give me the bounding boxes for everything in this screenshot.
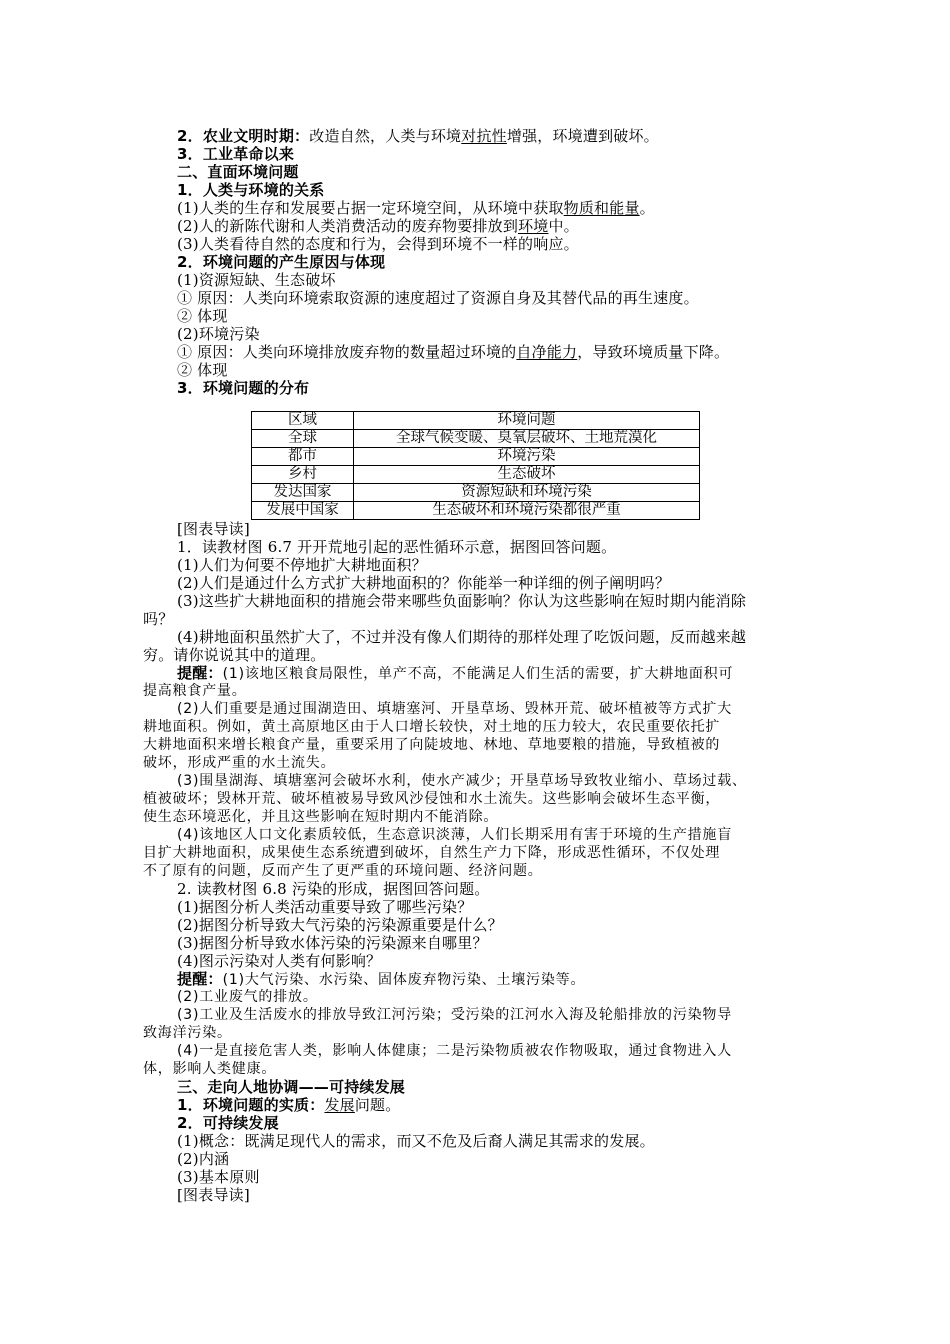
guide-1-answer-cont: 耕地面积。例如，黄土高原地区由于人口增长较快，对土地的压力较大，农民重要依托扩 — [143, 719, 721, 735]
guide-2-question: (4)图示污染对人类有何影响？ — [177, 952, 382, 970]
agri-era-line: 2．农业文明时期：改造自然，人类与环境对抗性增强，环境遭到破坏。 — [177, 127, 659, 145]
guide-1-answer-cont: 目扩大耕地面积，成果使生态系统遭到破坏，自然生产力下降，形成恶性循环，不仅处理 — [143, 845, 721, 861]
guide-1-answer-cont: 破坏，形成严重的水土流失。 — [143, 755, 336, 771]
table-row — [252, 484, 700, 502]
resource-shortage-cause: ① 原因：人类向环境索取资源的速度超过了资源自身及其替代品的再生速度。 — [177, 289, 699, 307]
guide-1-answer-cont: 使生态环境恶化，并且这些影响在短时期内不能消除。 — [143, 809, 499, 825]
guide-2-answer: 提醒：(1)大气污染、水污染、固体废弃物污染、土壤污染等。 — [177, 970, 586, 988]
guide-2-question: (3)据图分析导致水体污染的污染源来自哪里？ — [177, 934, 488, 952]
guide-1-answer: (3)围垦湖海、填塘塞河会破坏水利，使水产减少；开垦草场导致牧业缩小、草场过载、 — [177, 773, 747, 789]
pollution-cause: ① 原因：人类向环境排放废弃物的数量超过环境的自净能力，导致环境质量下降。 — [177, 343, 730, 361]
relation-point-1: (1)人类的生存和发展要占据一定环境空间，从环境中获取物质和能量。 — [177, 199, 655, 217]
guide-1-answer: (4)该地区人口文化素质较低，生态意识淡薄，人们长期采用有害于环境的生产措施盲 — [177, 827, 733, 843]
guide-1-answer-cont: 植被破坏；毁林开荒、破坏植被易导致风沙侵蚀和水土流失。这些影响会破坏生态平衡， — [143, 791, 721, 807]
human-env-relation-heading: 1．人类与环境的关系 — [177, 181, 325, 199]
table-cell: 发达国家 — [252, 484, 354, 502]
sustainable-concept: (1)概念：既满足现代人的需求，而又不危及后裔人满足其需求的发展。 — [177, 1132, 655, 1150]
guide-1-answer: 提醒：(1)该地区粮食局限性，单产不高，不能满足人们生活的需要，扩大耕地面积可 — [177, 664, 734, 682]
section-2-heading: 二、直面环境问题 — [177, 163, 299, 181]
pollution-item: (2)环境污染 — [177, 325, 260, 343]
section-3-heading: 三、走向人地协调——可持续发展 — [177, 1078, 406, 1096]
sustainable-connotation: (2)内涵 — [177, 1150, 230, 1168]
guide-1-answer-cont: 不了原有的问题，反而产生了更严重的环境问题、经济问题。 — [143, 863, 543, 879]
guide-1-question-cont: 穷。请你说说其中的道理。 — [143, 646, 326, 664]
table-row — [252, 430, 700, 448]
env-problem-table — [251, 411, 700, 520]
table-cell: 都市 — [252, 448, 354, 466]
guide-1-answer-cont: 提高粮食产量。 — [143, 683, 247, 699]
guide-2-question: (2)据图分析导致大气污染的污染源重要是什么？ — [177, 916, 503, 934]
guide-1-question-cont: 吗？ — [143, 610, 174, 628]
pollution-effect: ② 体现 — [177, 361, 228, 379]
table-cell: 乡村 — [252, 466, 354, 484]
sustainable-dev-heading: 2．可持续发展 — [177, 1114, 279, 1132]
guide-1-question: (2)人们是通过什么方式扩大耕地面积的？你能举一种详细的例子阐明吗？ — [177, 574, 671, 592]
guide-1-intro: 1．读教材图 6.7 开开荒地引起的恶性循环示意，据图回答问题。 — [177, 538, 617, 556]
guide-2-question: (1)据图分析人类活动重要导致了哪些污染？ — [177, 898, 473, 916]
guide-2-answer-cont: 体，影响人类健康。 — [143, 1061, 277, 1077]
table-cell: 生态破坏和环境污染都很严重 — [354, 502, 700, 520]
chart-guide-tag: [图表导读] — [177, 520, 250, 538]
industrial-era-heading: 3．工业革命以来 — [177, 145, 295, 163]
guide-2-answer: (2)工业废气的排放。 — [177, 989, 318, 1005]
guide-2-answer-cont: 致海洋污染。 — [143, 1025, 232, 1041]
relation-point-3: (3)人类看待自然的态度和行为，会得到环境不一样的响应。 — [177, 235, 579, 253]
resource-shortage-effect: ② 体现 — [177, 307, 228, 325]
table-cell: 生态破坏 — [354, 466, 700, 484]
table-row — [252, 466, 700, 484]
table-header-row — [252, 412, 700, 430]
chart-guide-tag: [图表导读] — [177, 1186, 250, 1204]
table-cell: 全球 — [252, 430, 354, 448]
guide-1-answer-cont: 大耕地面积来增长粮食产量，重要采用了向陡坡地、林地、草地要粮的措施，导致植被的 — [143, 737, 721, 753]
table-header-cell: 区域 — [252, 412, 354, 430]
env-problem-cause-heading: 2．环境问题的产生原因与体现 — [177, 253, 386, 271]
guide-1-question: (3)这些扩大耕地面积的措施会带来哪些负面影响？你认为这些影响在短时期内能消除 — [177, 592, 747, 610]
tip-label: 提醒： — [177, 970, 223, 988]
guide-1-question: (4)耕地面积虽然扩大了，不过并没有像人们期待的那样处理了吃饭问题，反而越来越 — [177, 628, 747, 646]
relation-point-2: (2)人的新陈代谢和人类消费活动的废弃物要排放到环境中。 — [177, 217, 579, 235]
guide-1-answer: (2)人们重要是通过围湖造田、填塘塞河、开垦草场、毁林开荒、破坏植被等方式扩大 — [177, 701, 733, 717]
sustainable-principles: (3)基本原则 — [177, 1168, 260, 1186]
guide-2-answer: (4)一是直接危害人类，影响人体健康；二是污染物质被农作物吸取，通过食物进入人 — [177, 1043, 733, 1059]
guide-2-intro: 2. 读教材图 6.8 污染的形成，据图回答问题。 — [177, 880, 490, 898]
table-row — [252, 448, 700, 466]
resource-shortage-item: (1)资源短缺、生态破坏 — [177, 271, 336, 289]
guide-1-question: (1)人们为何要不停地扩大耕地面积？ — [177, 556, 427, 574]
table-row — [252, 502, 700, 520]
guide-2-answer: (3)工业及生活废水的排放导致江河污染；受污染的江河水入海及轮船排放的污染物导 — [177, 1007, 733, 1023]
tip-label: 提醒： — [177, 664, 223, 682]
table-cell: 环境污染 — [354, 448, 700, 466]
table-cell: 资源短缺和环境污染 — [354, 484, 700, 502]
env-problem-essence: 1．环境问题的实质：发展问题。 — [177, 1096, 401, 1114]
env-problem-distribution-heading: 3．环境问题的分布 — [177, 379, 310, 397]
table-header-cell: 环境问题 — [354, 412, 700, 430]
table-cell: 发展中国家 — [252, 502, 354, 520]
table-cell: 全球气候变暖、臭氧层破坏、土地荒漠化 — [354, 430, 700, 448]
